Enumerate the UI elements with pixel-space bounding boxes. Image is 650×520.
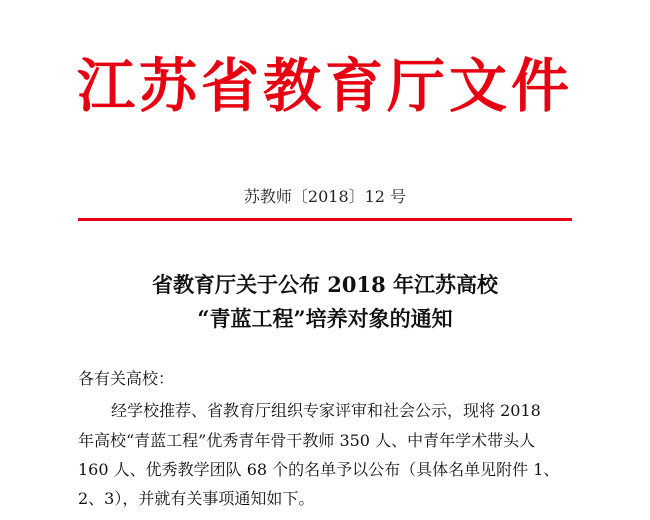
salutation: 各有关高校： <box>78 369 175 388</box>
notice-title-line-1: 省教育厅关于公布 2018 年江苏高校 <box>151 272 499 297</box>
notice-title-line-2: “青蓝工程”培养对象的通知 <box>197 306 453 331</box>
document-number: 苏教师〔2018〕12 号 <box>243 187 407 206</box>
body-paragraph-line: 经学校推荐、省教育厅组织专家评审和社会公示，现将 2018 <box>111 401 541 420</box>
red-divider-line <box>78 218 572 221</box>
body-paragraph-line: 160 人、优秀教学团队 68 个的名单予以公布（具体名单见附件 1、 <box>78 460 560 479</box>
body-paragraph-line: 2、3），并就有关事项通知如下。 <box>78 489 315 508</box>
document-header-title: 江苏省教育厅文件 <box>76 52 573 120</box>
body-paragraph-line: 年高校“青蓝工程”优秀青年骨干教师 350 人、中青年学术带头人 <box>78 431 536 450</box>
